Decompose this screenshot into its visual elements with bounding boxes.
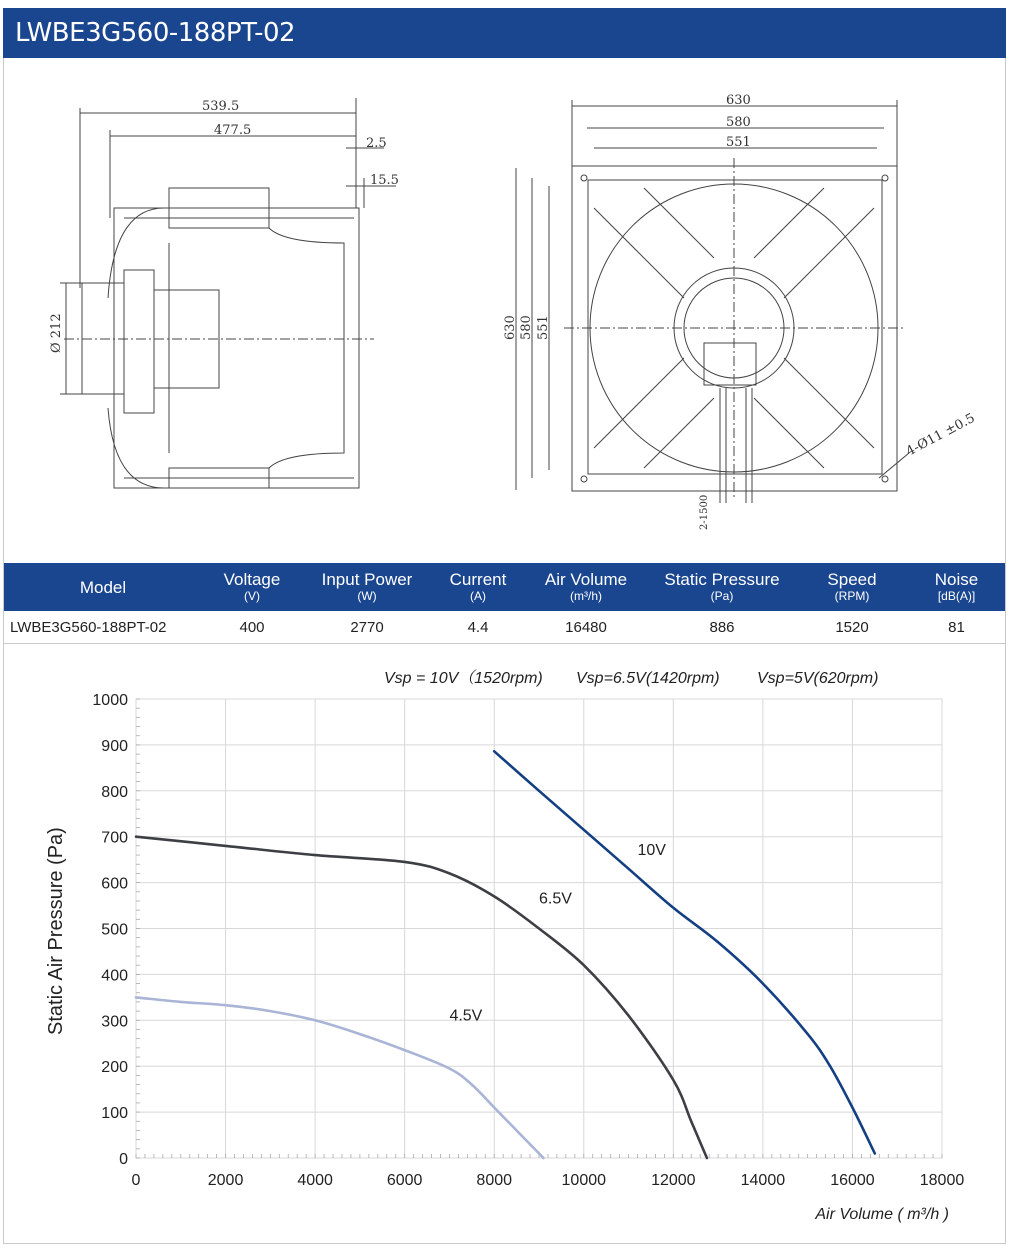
x-tick-label: 16000 [830, 1172, 875, 1189]
x-tick-label: 2000 [207, 1172, 244, 1189]
dim-side-1: 539.5 [202, 99, 240, 114]
dim-front-7: 4-Ø11 ±0.5 [903, 410, 978, 460]
cell-current: 4.4 [432, 611, 524, 644]
y-tick-label: 300 [101, 1013, 128, 1031]
y-tick-label: 0 [119, 1151, 128, 1168]
x-axis-label: Air Volume ( m³/h ) [815, 1206, 949, 1223]
x-tick-label: 12000 [651, 1172, 696, 1189]
cell-input-power: 2770 [302, 611, 432, 644]
header-model: Model [4, 563, 202, 611]
cell-model: LWBE3G560-188PT-02 [4, 611, 202, 644]
header-voltage: Voltage (V) [202, 563, 302, 611]
header-static-pressure: Static Pressure (Pa) [648, 563, 796, 611]
page-title: LWBE3G560-188PT-02 [15, 18, 296, 48]
dim-front-6: 551 [536, 315, 551, 340]
y-tick-label: 900 [101, 737, 128, 755]
dim-side-2: 477.5 [214, 123, 252, 138]
y-tick-label: 100 [101, 1105, 128, 1123]
spec-header-row [4, 563, 1005, 611]
technical-drawings [4, 58, 1005, 563]
y-tick-label: 500 [101, 921, 128, 939]
dim-side-3: 2.5 [366, 136, 387, 151]
y-tick-label: 200 [101, 1059, 128, 1077]
dimension-drawing [4, 58, 1005, 563]
dim-front-5: 580 [519, 315, 534, 340]
subtitle-10v: Vsp = 10V（1520rpm) [384, 670, 543, 687]
cell-static-pressure: 886 [648, 611, 796, 644]
cell-air-volume: 16480 [524, 611, 648, 644]
series-line-10v [494, 751, 875, 1153]
subtitle-6-5v: Vsp=6.5V(1420rpm) [576, 670, 720, 687]
dim-front-3: 551 [726, 135, 751, 150]
series-line-4-5v [136, 997, 544, 1158]
curve-label-10v: 10V [637, 842, 666, 860]
header-air-volume: Air Volume (m³/h) [524, 563, 648, 611]
x-tick-label: 8000 [476, 1172, 513, 1189]
header-current: Current (A) [432, 563, 524, 611]
dim-side-4: 15.5 [370, 173, 399, 188]
x-tick-label: 6000 [386, 1172, 423, 1189]
header-speed: Speed (RPM) [796, 563, 908, 611]
curve-label-4-5v: 4.5V [449, 1007, 483, 1025]
dim-front-4: 630 [503, 315, 518, 340]
y-tick-label: 1000 [92, 692, 128, 709]
x-tick-label: 0 [131, 1172, 141, 1189]
series-line-6-5v [136, 837, 707, 1158]
subtitle-5v: Vsp=5V(620rpm) [757, 670, 879, 687]
header-noise: Noise [dB(A)] [908, 563, 1005, 611]
dim-front-8: 2-1500 [699, 494, 710, 530]
spec-data-row [4, 611, 1005, 644]
x-tick-label: 18000 [919, 1172, 965, 1189]
dim-side-5: Ø 212 [49, 313, 64, 353]
performance-chart [4, 645, 1005, 1243]
cell-speed: 1520 [796, 611, 908, 644]
y-tick-label: 400 [101, 967, 128, 985]
dim-front-1: 630 [726, 93, 751, 108]
y-axis-label: Static Air Pressure (Pa) [45, 827, 67, 1035]
header-input-power: Input Power (W) [302, 563, 432, 611]
spec-table [4, 563, 1005, 644]
y-tick-label: 800 [101, 783, 128, 801]
chart-svg [4, 645, 1005, 1243]
title-bar [3, 8, 1006, 58]
y-tick-label: 600 [101, 875, 128, 893]
x-tick-label: 10000 [561, 1172, 607, 1189]
curve-label-6-5v: 6.5V [539, 890, 572, 908]
y-tick-label: 700 [101, 829, 128, 847]
x-tick-label: 14000 [740, 1172, 786, 1189]
cell-noise: 81 [908, 611, 1005, 644]
x-tick-label: 4000 [297, 1172, 333, 1189]
cell-voltage: 400 [202, 611, 302, 644]
dim-front-2: 580 [726, 115, 751, 130]
